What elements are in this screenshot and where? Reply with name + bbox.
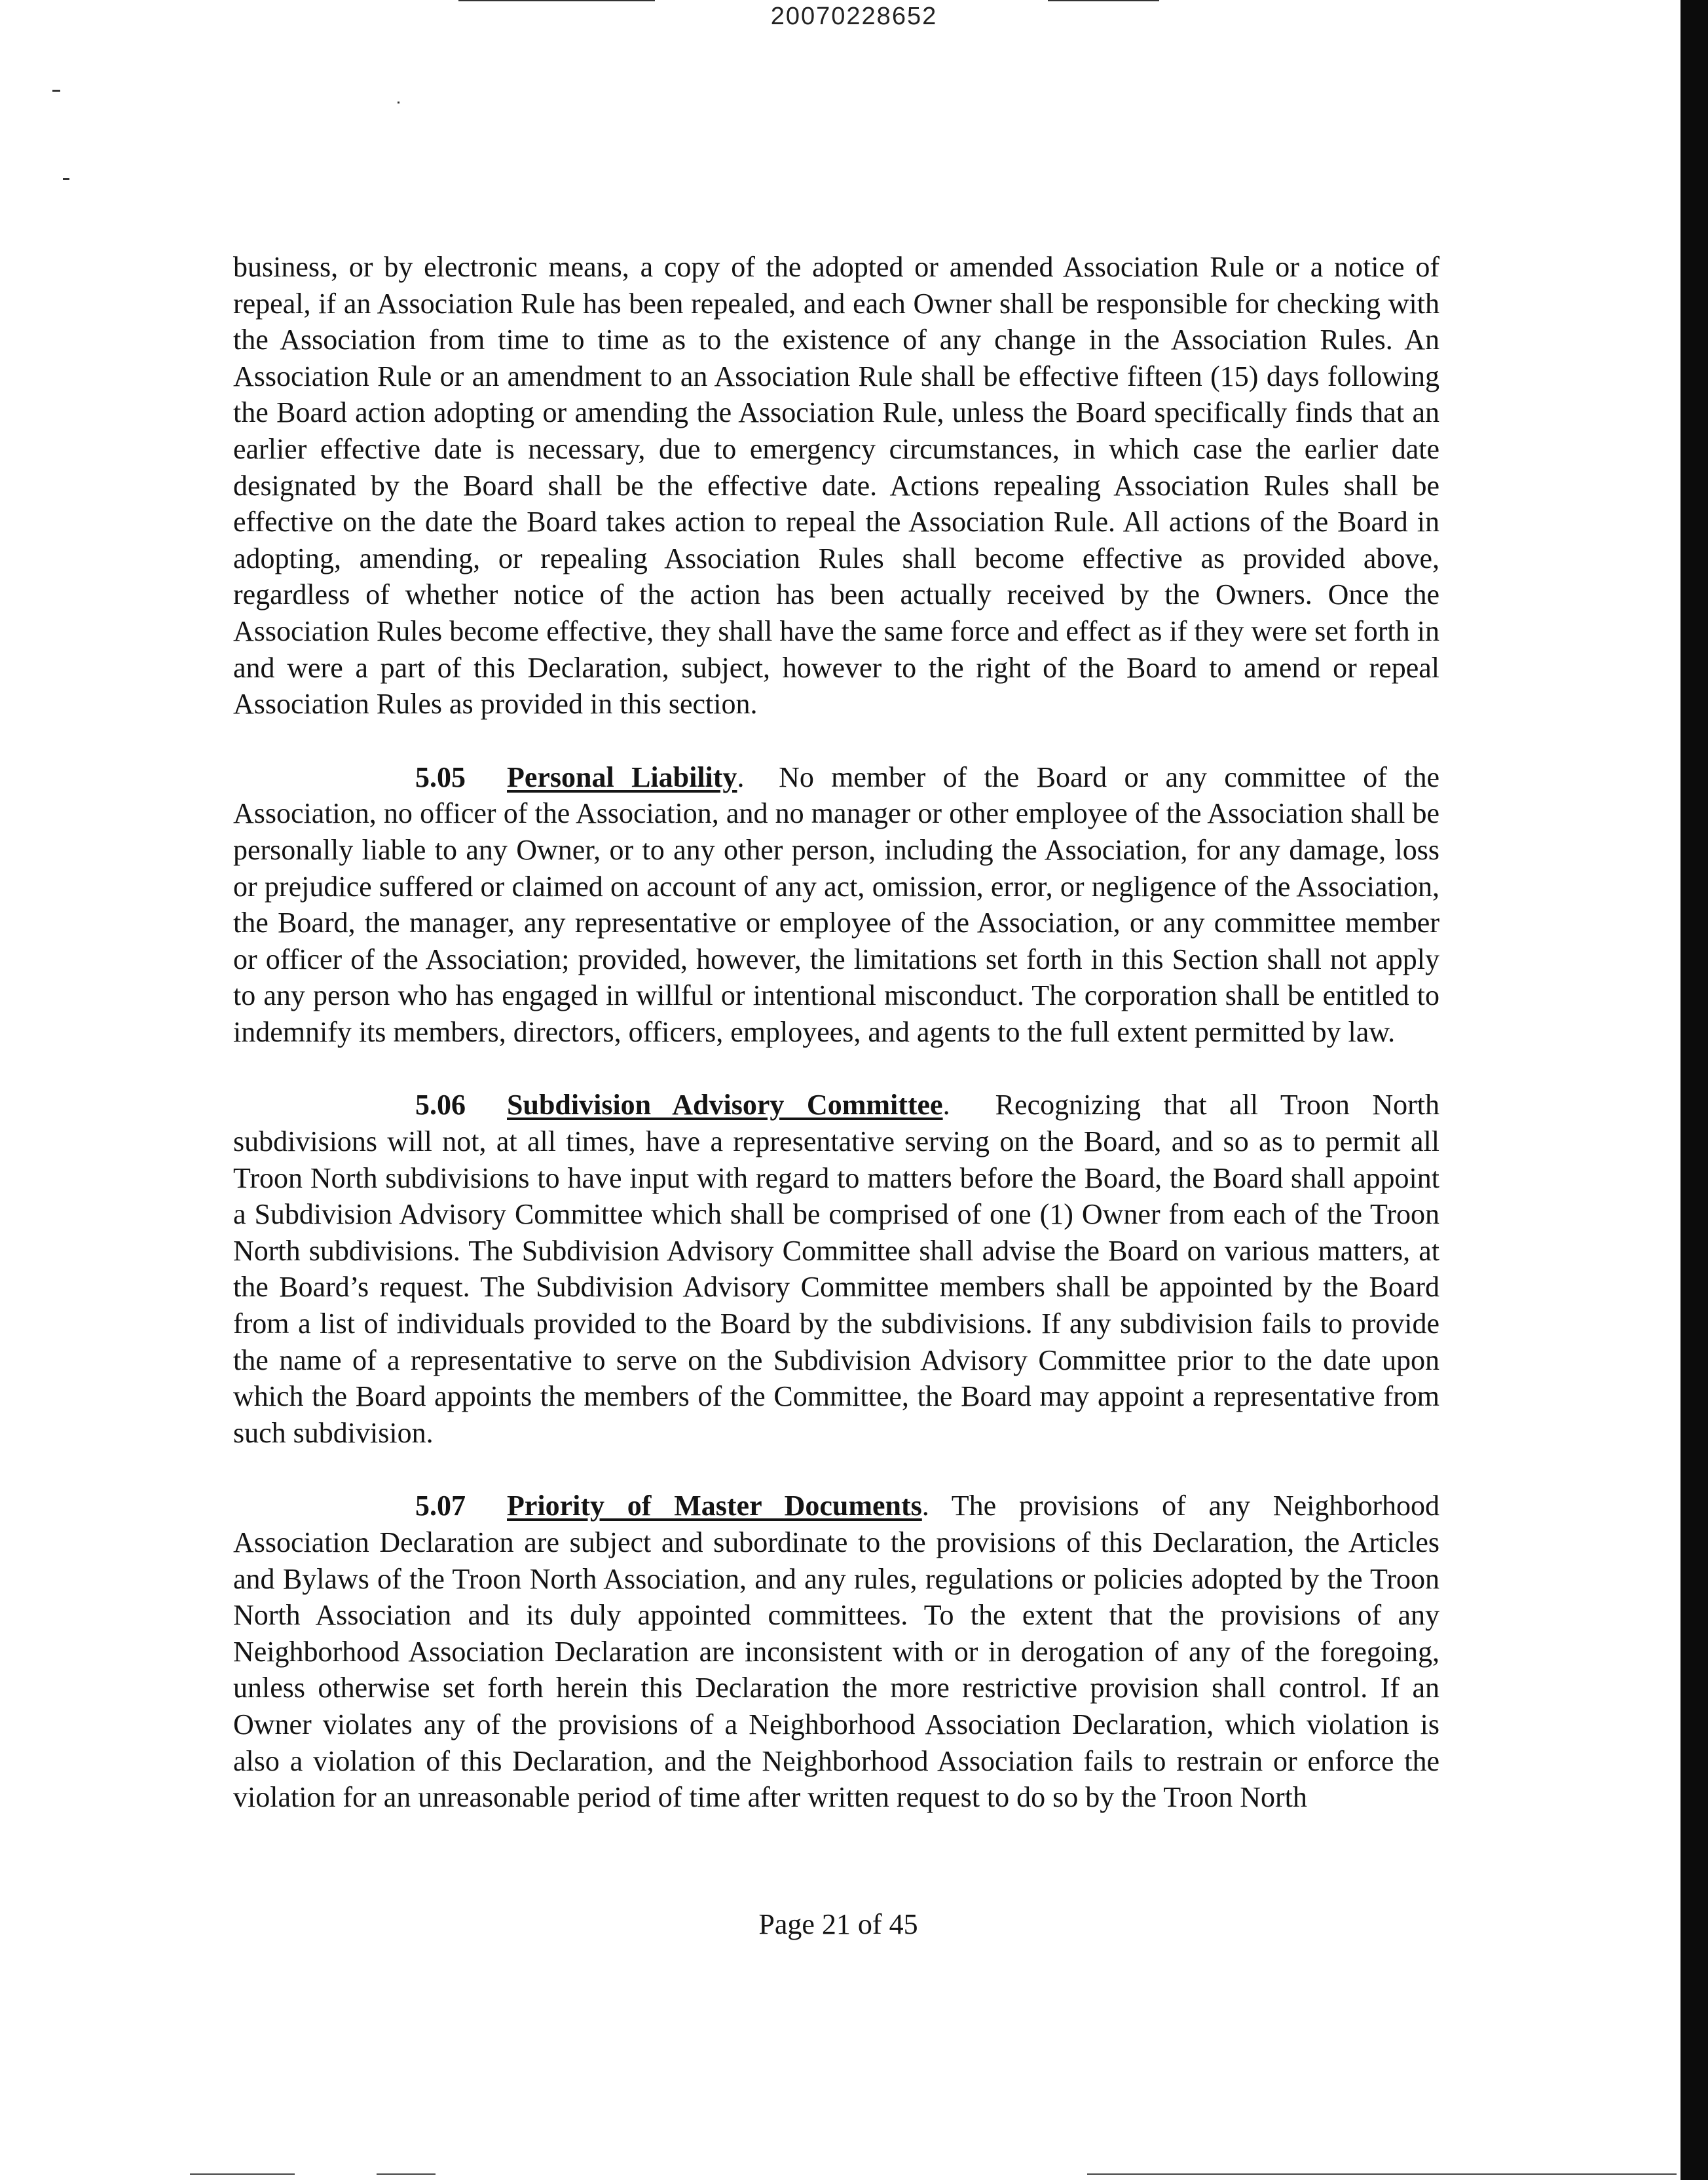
scan-speck	[52, 90, 60, 92]
section-number: 5.06	[415, 1089, 466, 1121]
section-title: Subdivision Advisory Committee	[507, 1089, 943, 1121]
scan-speck	[398, 102, 399, 103]
section-title: Personal Liability	[507, 761, 737, 793]
scan-top-rule-left	[458, 0, 655, 1]
section-text: The provisions of any Neighborhood Association Declaration are subject and subordinate to the provisions of this Declaration, the Articles and Bylaws of the Troon North Association, and any rules, regulations or policies adopted by the Troon North Association and its duly appointed committees. To the extent that the provisions of any Neighborhood Association Declaration are inconsistent with or in derogation of any of the foregoing, unless otherwise set forth herein this Declaration the more restrictive provision shall control. If an Owner violates any of the provisions of a Neighborhood Association Declaration, which violation is also a violation of this Declaration, and the Neighborhood Association fails to restrain or enforce the violation for an unreasonable period of time after written request to do so by the Troon North	[233, 1490, 1439, 1814]
section-5-07: 5.07 Priority of Master Documents. The provisions of any Neighborhood Association Declaration are subject and subordinate to the provisions of this Declaration, the Articles and Bylaws of the Troon North Association, and any rules, regulations or policies adopted by the Troon North Association and its duly appointed committees. To the extent that the provisions of any Neighborhood Association Declaration are inconsistent with or in derogation of any of the foregoing, unless otherwise set forth herein this Declaration the more restrictive provision shall control. If an Owner violates any of the provisions of a Neighborhood Association Declaration, which violation is also a violation of this Declaration, and the Neighborhood Association fails to restrain or enforce the violation for an unreasonable period of time after written request to do so by the Troon North	[233, 1488, 1439, 1815]
scan-bottom-rule-right	[1087, 2173, 1677, 2175]
section-text: Recognizing that all Troon North subdivisions will not, at all times, have a representative serving on the Board, and so as to permit all Troon North subdivisions to have input with regard to matters before the Board, the Board shall appoint a Subdivision Advisory Committee which shall be comprised of one (1) Owner from each of the Troon North subdivisions. The Subdivision Advisory Committee shall advise the Board on various matters, at the Board’s request. The Subdivision Advisory Committee members shall be appointed by the Board from a list of individuals provided to the Board by the subdivisions. If any subdivision fails to provide the name of a representative to serve on the Subdivision Advisory Committee prior to the date upon which the Board appoints the members of the Committee, the Board may appoint a representative from such subdivision.	[233, 1089, 1440, 1449]
document-body	[233, 249, 1439, 1852]
section-5-06: 5.06 Subdivision Advisory Committee. Recognizing that all Troon North subdivisions will not, at all times, have a representative serving on the Board, and so as to permit all Troon North subdivisions to have input with regard to matters before the Board, the Board shall appoint a Subdivision Advisory Committee which shall be comprised of one (1) Owner from each of the Troon North subdivisions. The Subdivision Advisory Committee shall advise the Board on various matters, at the Board’s request. The Subdivision Advisory Committee members shall be appointed by the Board from a list of individuals provided to the Board by the subdivisions. If any subdivision fails to provide the name of a representative to serve on the Subdivision Advisory Committee prior to the date upon which the Board appoints the members of the Committee, the Board may appoint a representative from such subdivision.	[233, 1087, 1439, 1451]
scan-bottom-rule-left	[190, 2173, 295, 2175]
scan-speck	[63, 178, 69, 180]
section-text: No member of the Board or any committee of the Association, no officer of the Association, and no manager or other employee of the Association shall be personally liable to any Owner, or to any other person, including the Association, for any damage, loss or prejudice suffered or claimed on account of any act, omission, error, or negligence of the Association, the Board, the manager, any representative or employee of the Association, or any committee member or officer of the Association; provided, however, the limitations set forth in this Section shall not apply to any person who has engaged in willful or intentional misconduct. The corporation shall be entitled to indemnify its members, directors, officers, employees, and agents to the full extent permitted by law.	[233, 761, 1440, 1048]
continuation-paragraph: business, or by electronic means, a copy of the adopted or amended Association Rule or a notice of repeal, if an Association Rule has been repealed, and each Owner shall be responsible for checking with the Association from time to time as to the existence of any change in the Association Rules. An Association Rule or an amendment to an Association Rule shall be effective fifteen (15) days following the Board action adopting or amending the Association Rule, unless the Board specifically finds that an earlier effective date is necessary, due to emergency circumstances, in which case the earlier date designated by the Board shall be the effective date. Actions repealing Association Rules shall be effective on the date the Board takes action to repeal the Association Rule. All actions of the Board in adopting, amending, or repealing Association Rules shall become effective as provided above, regardless of whether notice of the action has been actually received by the Owners. Once the Association Rules become effective, they shall have the same force and effect as if they were set forth in and were a part of this Declaration, subject, however to the right of the Board to amend or repeal Association Rules as provided in this section.	[233, 251, 1439, 721]
scan-bottom-rule-mid	[377, 2173, 436, 2175]
scan-dark-edge	[1680, 0, 1708, 2180]
section-number: 5.05	[415, 761, 466, 793]
scan-top-rule-right	[1048, 0, 1159, 1]
section-number: 5.07	[415, 1490, 466, 1522]
section-5-05: 5.05 Personal Liability. No member of the Board or any committee of the Association, no officer of the Association, and no manager or other employee of the Association shall be personally liable to any Owner, or to any other person, including the Association, for any damage, loss or prejudice suffered or claimed on account of any act, omission, error, or negligence of the Association, the Board, the manager, any representative or employee of the Association, or any committee member or officer of the Association; provided, however, the limitations set forth in this Section shall not apply to any person who has engaged in willful or intentional misconduct. The corporation shall be entitled to indemnify its members, directors, officers, employees, and agents to the full extent permitted by law.	[233, 759, 1439, 1051]
page-number-footer: Page 21 of 45	[758, 1908, 918, 1940]
section-title: Priority of Master Documents	[507, 1490, 922, 1522]
document-number: 20070228652	[770, 3, 938, 30]
